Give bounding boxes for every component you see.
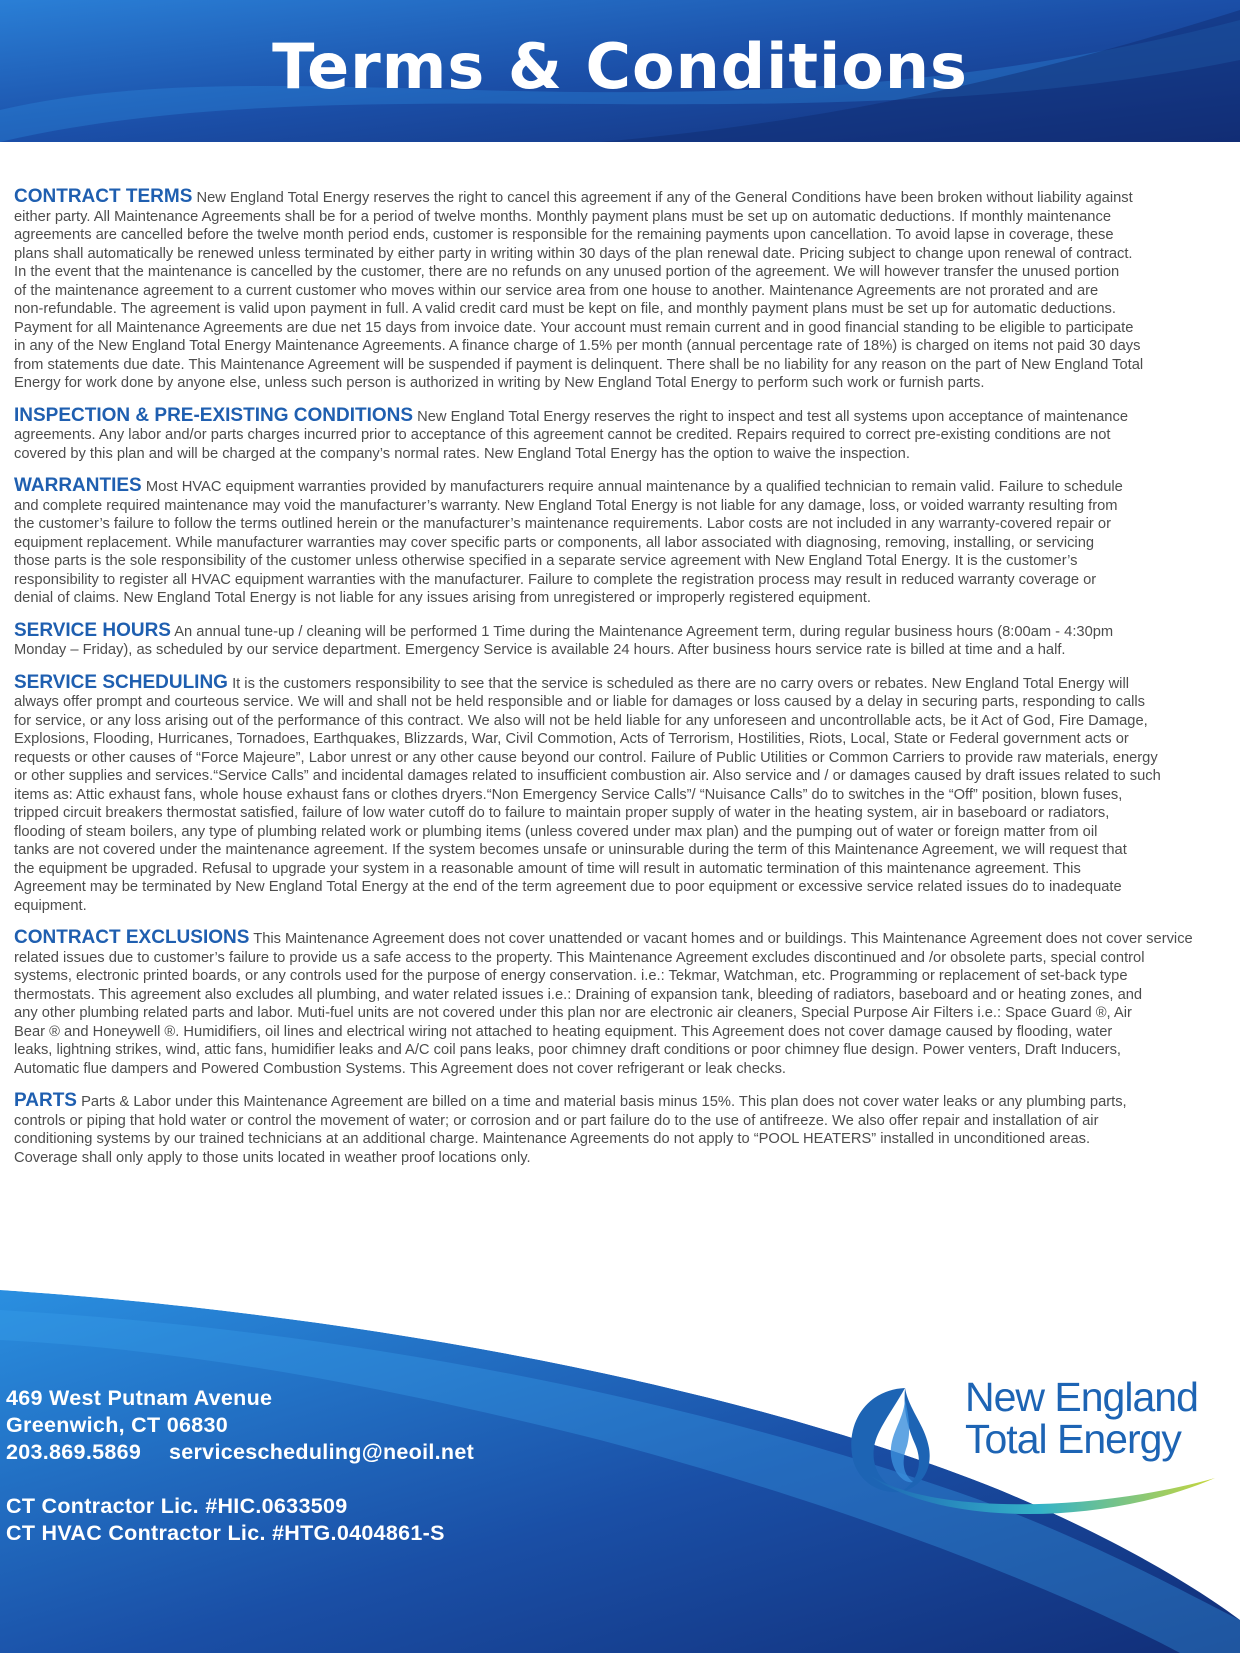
section-body-text: Bear ® and Honeywell ®. Humidifiers, oil lines and electrical wiring not attached to heating equipment. This Agreement does not cover damage caused by flooding, water [14,1023,1113,1040]
section-body-text: Coverage shall only apply to those units located in weather proof locations only. [14,1149,531,1166]
section-text-line [14,1112,1240,1131]
section-body-text: tripped circuit breakers thermostat satisfied, failure of low water cutoff do to failure to maintain proper supply of water in the heating system, air in baseboard or radiators, [14,805,1110,821]
section-body-text: Energy for work done by anyone else, unless such person is authorized in writing by New England Total Energy to perform such work or furnish parts. [14,375,985,391]
section-body-text: Most HVAC equipment warranties provided by manufacturers require annual maintenance by a qualified technician to remain valid. Failure to schedule [145,479,1123,495]
section-text-line [14,641,1240,660]
section-service-scheduling [14,671,1240,916]
page-title: Terms & Conditions [272,30,968,103]
section-text-line [14,263,1240,282]
section-text-line [14,693,1240,712]
section-text-line [14,878,1240,897]
section-body-text: tanks are not covered under the maintenance agreement. If the system becomes unsafe or uninsurable during the term of this Maintenance Agreement, we will request that [14,842,1127,858]
section-text-line [14,534,1240,553]
section-text-line [14,986,1240,1005]
section-body-text: It is the customers responsibility to see that the service is scheduled as there are no carry overs or rebates. New England Total Energy will [232,675,1129,692]
address-line2: Greenwich, CT 06830 [6,1413,228,1437]
section-heading: WARRANTIES [14,475,142,496]
section-body-text: those parts is the sole responsibility of the customer unless otherwise specified in a separate service agreement with New England Total Energy. It is the customer’s [14,553,1078,569]
section-text-line [14,208,1240,227]
section-text-line [14,823,1240,842]
section-body-text: New England Total Energy reserves the right to cancel this agreement if any of the General Conditions have been broken without liability against [196,190,1133,206]
section-body-text: Monday – Friday), as scheduled by our service department. Emergency Service is available 24 hours. After business hours service rate is billed at time and a half. [14,642,1066,658]
section-text-line [14,1023,1240,1042]
section-text-line [14,1092,1240,1112]
logo-text-line1: New England [965,1374,1198,1420]
logo-text-line2: Total Energy [965,1416,1181,1462]
section-body-text: in any of the New England Total Energy Maintenance Agreements. A finance charge of 1.5% per month (annual percentage rate of 18%) is charged on items not paid 30 days [14,338,1141,354]
section-body-text: responsibility to register all HVAC equipment warranties with the manufacturer. Failure to complete the registration process may result in reduced warranty coverage or [14,571,1097,588]
section-text-line [14,589,1240,608]
section-body-text: any other plumbing related parts and labor. Muti-fuel units are not covered under this plan nor are electronic air cleaners, Special Purpose Air Filters i.e.: Space Guard ®, Air [14,1005,1132,1021]
section-text-line [14,1060,1240,1079]
section-body-text: items as: Attic exhaust fans, whole house exhaust fans or clothes dryers.“Non Emergency Service Calls”/ “Nuisance Calls” do to switches in the “Off” position, blown fuses, [14,786,1123,803]
section-heading: CONTRACT EXCLUSIONS [14,927,250,948]
section-body-text: agreements. Any labor and/or parts charges incurred prior to acceptance of this agreement cannot be credited. Repairs required to correct pre-existing conditions are not [14,427,1111,443]
section-text-line [14,712,1240,731]
section-text-line [14,1041,1240,1060]
section-body-text: conditioning systems by our trained technicians at an additional charge. Maintenance Agreements do not apply to “POOL HEATERS” installed in unconditioned areas. [14,1131,1091,1147]
section-heading: SERVICE HOURS [14,619,171,641]
company-logo [845,1370,1240,1530]
section-text-line [14,1004,1240,1023]
header-banner [0,0,1240,142]
section-body-text: systems, electronic printed boards, or any controls used for the purpose of energy conservation. i.e.: Tekmar, Watchman, etc. Programming or replacement of set-back type [14,968,1128,984]
section-body-text: flooding of steam boilers, any type of plumbing related work or plumbing items (unless covered under max plan) and the pumping out of water or foreign matter from oil [14,823,1098,840]
section-body-text: An annual tune-up / cleaning will be performed 1 Time during the Maintenance Agreement term, during regular business hours (8:00am - 4:30pm [174,623,1114,640]
section-text-line [14,786,1240,805]
section-body-text: covered by this plan and will be charged at the company’s normal rates. New England Total Energy has the option to waive the inspection. [14,445,910,462]
section-body-text: plans shall automatically be renewed unless terminated by either party in writing within 30 days of the plan renewal date. Pricing subject to change upon renewal of contract. [14,245,1133,262]
section-text-line [14,749,1240,768]
section-body-text: equipment replacement. While manufacturer warranties may cover specific parts or components, all labor associated with diagnosing, removing, installing, or servicing [14,534,1095,551]
section-contract-exclusions [14,929,1240,1078]
section-text-line [14,571,1240,590]
section-text-line [14,319,1240,338]
section-body-text: the customer’s failure to follow the terms outlined herein or the manufacturer’s maintenance requirements. Labor costs are not included in any warranty-covered repair or [14,516,1111,532]
section-text-line [14,619,1240,642]
section-text-line [14,1130,1240,1149]
section-body-text: This Maintenance Agreement does not cover unattended or vacant homes and or buildings. This Maintenance Agreement does not cover service [253,931,1193,947]
section-service-hours [14,619,1240,660]
section-text-line [14,245,1240,264]
section-parts [14,1092,1240,1167]
section-text-line [14,356,1240,375]
section-heading: CONTRACT TERMS [14,188,193,207]
section-body-text: or other supplies and services.“Service Calls” and incidental damages related to insufficient combustion air. Also service and / or damages caused by draft issues related to such [14,768,1161,784]
section-text-line [14,1149,1240,1168]
section-text-line [14,404,1240,427]
address-line1: 469 West Putnam Avenue [6,1386,273,1410]
section-text-line [14,226,1240,245]
section-inspection-pre-existing-conditions [14,404,1240,464]
section-body-text: In the event that the maintenance is cancelled by the customer, there are no refunds on any unused portion of the agreement. We will however transfer the unused portion [14,264,1120,280]
section-warranties [14,477,1240,608]
email-link[interactable]: servicescheduling@neoil.net [169,1440,475,1464]
section-body-text: either party. All Maintenance Agreements shall be for a period of twelve months. Monthly payment plans must be set up on automatic deductions. If monthly maintenance [14,208,1111,225]
section-body-text: of the maintenance agreement to a current customer who moves within our service area from one house to another. Maintenance Agreements are not prorated and are [14,282,1099,299]
section-body-text: denial of claims. New England Total Energy is not liable for any issues arising from unregistered or improperly registered equipment. [14,590,871,606]
section-body-text: leaks, lightning strikes, wind, attic fans, humidifier leaks and A/C coil pans leaks, poor chimney draft conditions or poor chimney flue design. Power venters, Draft Inducers, [14,1042,1121,1058]
section-text-line [14,897,1240,916]
section-body-text: always offer prompt and courteous service. We will and shall not be held responsible and or liable for damages or loss caused by a delay in securing parts, responding to calls [14,694,1146,710]
section-body-text: equipment. [14,897,87,914]
logo-swoosh [845,1468,1240,1528]
section-text-line [14,949,1240,968]
section-body-text: New England Total Energy reserves the right to inspect and test all systems upon acceptance of maintenance [417,408,1128,425]
section-text-line [14,929,1240,949]
license-htg: CT HVAC Contractor Lic. #HTG.0404861-S [6,1521,445,1545]
section-body-text: from statements due date. This Maintenance Agreement will be suspended if payment is delinquent. There shall be no liability for any reason on the part of New England Total [14,356,1144,373]
section-text-line [14,967,1240,986]
section-text-line [14,804,1240,823]
section-text-line [14,671,1240,694]
section-heading: SERVICE SCHEDULING [14,671,228,693]
section-body-text: the equipment be upgraded. Refusal to upgrade your system in a reasonable amount of time will result in automatic termination of this maintenance agreement. This [14,860,1081,877]
section-body-text: Automatic flue dampers and Powered Combustion Systems. This Agreement does not cover refrigerant or leak checks. [14,1060,787,1077]
footer [0,1290,1240,1653]
section-body-text: requests or other causes of “Force Majeure”, Labor unrest or any other cause beyond our control. Failure of Public Utilities or Common Carriers to provide raw materials, energy [14,749,1158,766]
phone-number[interactable]: 203.869.5869 [6,1440,142,1464]
section-text-line [14,515,1240,534]
section-body-text: and complete required maintenance may void the manufacturer’s warranty. New England Total Energy is not liable for any damage, loss, or voided warranty resulting from [14,497,1118,514]
section-text-line [14,841,1240,860]
section-text-line [14,730,1240,749]
section-text-line [14,282,1240,301]
section-heading: PARTS [14,1090,77,1111]
section-body-text: controls or piping that hold water or control the movement of water; or corrosion and or part failure do to the use of antifreeze. We also offer repair and installation of air [14,1112,1099,1129]
section-body-text: Payment for all Maintenance Agreements are due net 15 days from invoice date. Your account must remain current and in good financial standing to be eligible to participate [14,319,1134,336]
license-hic: CT Contractor Lic. #HIC.0633509 [6,1494,348,1518]
section-body-text: Explosions, Flooding, Hurricanes, Tornadoes, Earthquakes, Blizzards, War, Civil Commotion, Acts of Terrorism, Hostilities, Riots, Local, State or Federal government acts or [14,731,1129,747]
section-text-line [14,767,1240,786]
section-text-line [14,374,1240,393]
section-body-text: related issues due to customer’s failure to provide us a safe access to the property. This Maintenance Agreement excludes discontinued and /or obsolete parts, special control [14,949,1145,966]
section-text-line [14,426,1240,445]
section-body-text: agreements are cancelled before the twelve month period ends, customer is responsible for the remaining payments upon cancellation. To avoid lapse in coverage, these [14,227,1114,243]
terms-content [14,188,1240,1181]
section-body-text: non-refundable. The agreement is valid upon payment in full. A valid credit card must be kept on file, and monthly payment plans must be set up for automatic deductions. [14,301,1116,317]
section-text-line [14,337,1240,356]
section-text-line [14,497,1240,516]
section-body-text: for service, or any loss arising out of the performance of this contract. We also will not be held liable for any unforeseen and uncontrollable acts, be it Act of God, Fire Damage, [14,712,1148,729]
section-body-text: Agreement may be terminated by New England Total Energy at the end of the term agreement due to poor equipment or excessive service related issues do to inadequate [14,879,1122,895]
section-body-text: Parts & Labor under this Maintenance Agreement are billed on a time and material basis minus 15%. This plan does not cover water leaks or any plumbing parts, [81,1094,1127,1110]
section-text-line [14,860,1240,879]
section-heading: INSPECTION & PRE-EXISTING CONDITIONS [14,404,414,426]
section-text-line [14,552,1240,571]
section-text-line [14,300,1240,319]
section-body-text: thermostats. This agreement also excludes all plumbing, and water related issues i.e.: Draining of expansion tank, bleeding of radiators, baseboard and or heating zones, and [14,986,1143,1003]
section-contract-terms [14,188,1240,393]
section-text-line [14,445,1240,464]
section-text-line [14,477,1240,497]
section-text-line [14,188,1240,208]
